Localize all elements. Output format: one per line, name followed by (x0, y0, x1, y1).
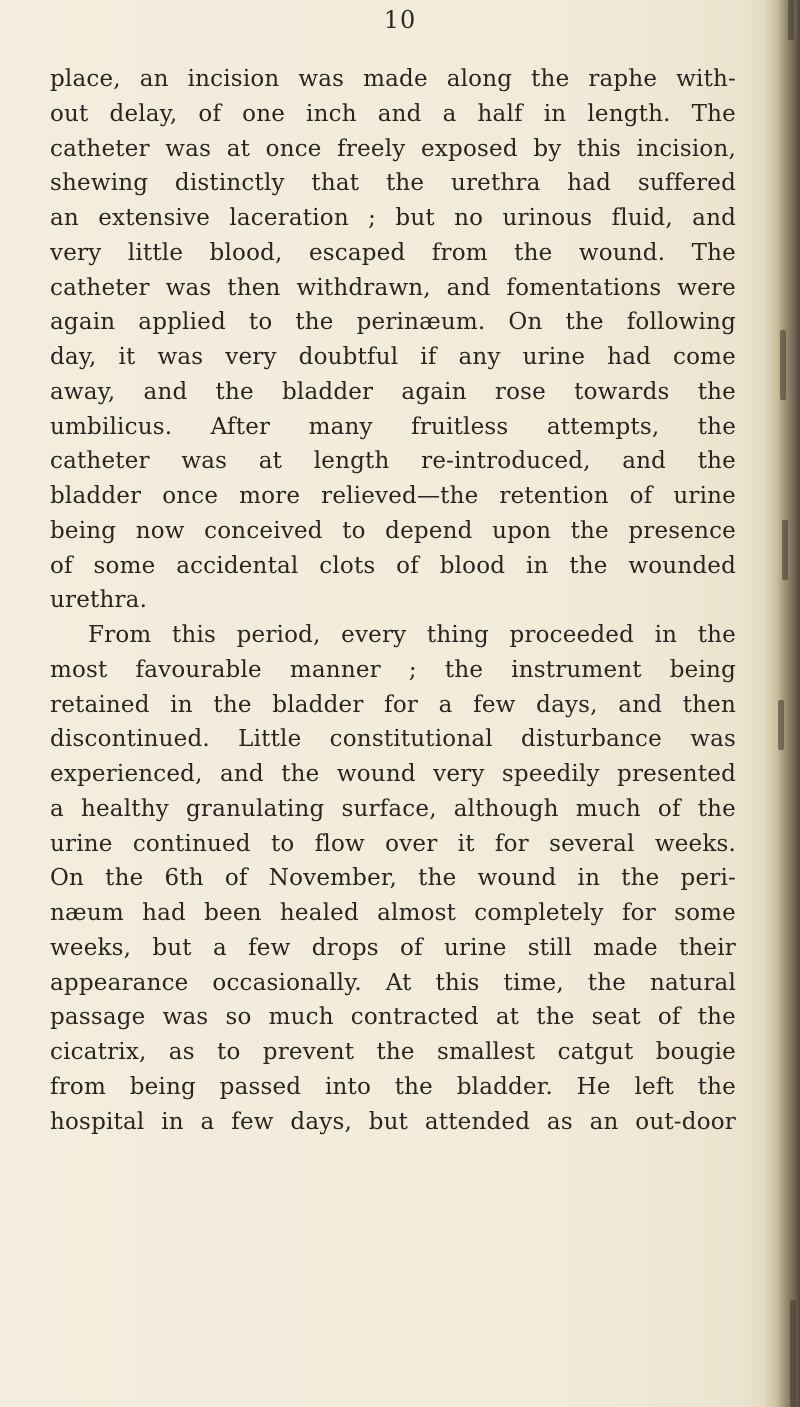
text-line: again applied to the perinæum. On the following (50, 309, 736, 336)
text-line: hospital in a few days, but attended as an out-door (50, 1108, 736, 1135)
binding-mark (780, 330, 786, 400)
page-binding-edge (764, 0, 800, 1407)
text-line: an extensive laceration ; but no urinous fluid, and (50, 205, 736, 231)
body-text (50, 62, 736, 1139)
text-line: On the 6th of November, the wound in the peri- (50, 865, 736, 892)
text-line: bladder once more relieved—the retention of urine (50, 483, 736, 509)
text-line: retained in the bladder for a few days, and then (50, 691, 736, 718)
text-line: experienced, and the wound very speedily presented (50, 761, 736, 787)
binding-mark (778, 700, 784, 750)
text-line: place, an incision was made along the raphe with- (50, 66, 736, 92)
text-line: shewing distinctly that the urethra had suffered (50, 170, 736, 197)
page-number: 10 (383, 6, 417, 34)
text-line: From this period, every thing proceeded in the (88, 622, 736, 648)
text-line: catheter was at length re-introduced, and the (50, 448, 736, 475)
text-line: being now conceived to depend upon the presence (50, 517, 736, 544)
text-line: from being passed into the bladder. He left the (50, 1073, 736, 1100)
text-line: away, and the bladder again rose towards the (50, 378, 736, 405)
text-line: appearance occasionally. At this time, the natural (50, 969, 736, 996)
text-line: cicatrix, as to prevent the smallest catgut bougie (50, 1039, 736, 1065)
text-line: catheter was at once freely exposed by this incision, (50, 135, 736, 162)
text-line: very little blood, escaped from the wound. The (50, 239, 736, 266)
text-line: passage was so much contracted at the seat of the (50, 1004, 736, 1031)
text-line: most favourable manner ; the instrument being (50, 656, 736, 683)
text-line: weeks, but a few drops of urine still made their (50, 934, 736, 961)
text-line: catheter was then withdrawn, and fomentations were (50, 274, 736, 301)
text-line: urine continued to flow over it for several weeks. (50, 830, 736, 857)
text-line: out delay, of one inch and a half in length. The (50, 100, 736, 127)
text-line: næum had been healed almost completely for some (50, 900, 736, 926)
binding-mark (790, 1300, 796, 1407)
text-line: umbilicus. After many fruitless attempts, the (50, 413, 736, 440)
binding-mark (782, 520, 788, 580)
text-line: of some accidental clots of blood in the wounded (50, 552, 736, 579)
text-line: urethra. (50, 587, 148, 614)
text-line: discontinued. Little constitutional disturbance was (50, 726, 736, 753)
text-line: a healthy granulating surface, although much of the (50, 795, 736, 822)
text-line: day, it was very doubtful if any urine had come (50, 344, 736, 370)
